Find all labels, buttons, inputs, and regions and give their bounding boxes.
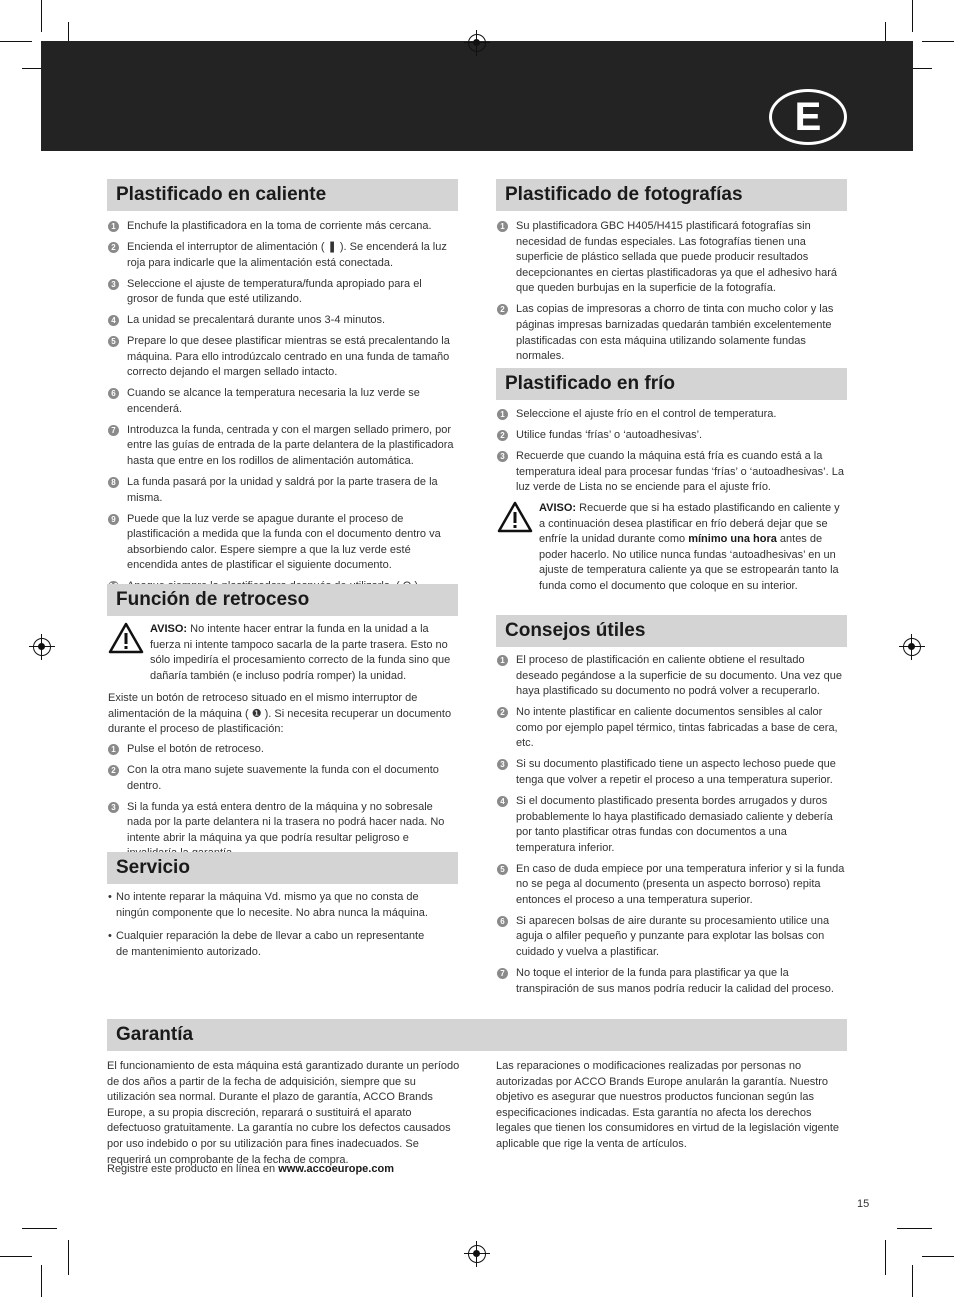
step-number-icon: 2 <box>108 765 119 776</box>
crop-mark <box>885 1240 886 1275</box>
step-number-icon: 1 <box>497 409 508 420</box>
step-number-icon: 4 <box>108 315 119 326</box>
step-number-icon: 5 <box>108 336 119 347</box>
reverse-intro: Existe un botón de retroceso situado en el mismo interruptor de alimentación de la máquina ( ❶ ). Si necesita recuperar un documento durante el proceso de plastificación: <box>108 692 452 736</box>
section-header-service <box>107 852 458 884</box>
list-item: 7 Introduzca la funda, centrada y con el margen sellado primero, por entre las guías de entrada de la parte delantera de la plastificadora hasta que entre en los rodillos de alimentación automática. <box>108 423 455 470</box>
section-header-photo <box>496 179 847 211</box>
crop-mark <box>0 41 32 42</box>
step-number-icon: 4 <box>497 796 508 807</box>
list-item: 5 Prepare lo que desee plastificar mientras se está precalentando la máquina. Para ello introdúzcalo centrado en una funda de tamaño correcto dejando el margen sellado intacto. <box>108 334 455 381</box>
step-number-icon: 5 <box>497 864 508 875</box>
warranty-left-paragraph: El funcionamiento de esta máquina está garantizado durante un período de dos años a partir de la fecha de adquisición, siempre que su utilización sea normal. Durante el plazo de garantía, ACCO Brands Europe, a su propia discreción, reparará o sustituirá el aparato defectuoso gratuitamente. La garantía no cubre los defectos causados por uso indebido o por su utilización para fines inadecuados. Se requerirá un comprobante de la fecha de compra. <box>107 1060 460 1166</box>
list-item: 4 Si el documento plastificado presenta bordes arrugados y duros probablemente lo haya plastificado demasiado caliente y debería por tanto plastificar otras fundas con documentos a una temperatura inferior. <box>497 794 849 856</box>
step-number-icon: 1 <box>108 744 119 755</box>
registration-mark-icon <box>903 638 921 656</box>
section-title: Plastificado de fotografías <box>505 184 743 205</box>
list-item: 1 El proceso de plastificación en caliente obtiene el resultado deseado pegándose a la superficie de su documento. Una vez que haya plastificado su documento no podrá volver a recuperarlo. <box>497 653 849 700</box>
register-link[interactable]: www.accoeurope.com <box>278 1163 394 1175</box>
list-item: 2 Encienda el interruptor de alimentación ( ❚ ). Se encenderá la luz roja para indicarle que la alimentación está conectada. <box>108 240 455 271</box>
list-item: 7 No toque el interior de la funda para plastificar ya que la transpiración de sus manos podría reducir la calidad del proceso. <box>497 966 849 997</box>
section-header-warranty <box>107 1019 847 1051</box>
step-number-icon: 6 <box>108 388 119 399</box>
warranty-right-paragraph: Las reparaciones o modificaciones realizadas por personas no autorizadas por ACCO Brands Europe anularán la garantía. Nuestro objetivo es asegurar que nuestros productos funcionan según las especificaciones indicadas. Esta garantía no afecta los derechos legales que tienen los consumidores en virtud de la legislación vigente aplicable que rige la venta de artículos. <box>496 1060 840 1150</box>
list-item: 3 Seleccione el ajuste de temperatura/funda apropiado para el grosor de funda que esté utilizando. <box>108 277 455 308</box>
warning-note: AVISO: No intente hacer entrar la funda en la unidad a la fuerza ni intente tampoco sacarla de la parte trasera. Esto no sólo impediría el procesamiento correcto de la funda sino que dañaría también (e incluso podría romper) la unidad. <box>108 622 454 684</box>
crop-mark <box>41 1265 42 1297</box>
registration-mark-icon <box>33 638 51 656</box>
step-number-icon: 2 <box>497 430 508 441</box>
section-header-hot <box>107 179 458 211</box>
hot-steps-list <box>108 219 455 600</box>
registration-mark-icon <box>468 1245 486 1263</box>
list-item: 5 En caso de duda empiece por una temperatura inferior y si la funda no se pega al documento (presenta un aspecto borroso) repita entonces el proceso a una temperatura superior. <box>497 862 849 909</box>
crop-mark <box>922 41 954 42</box>
warning-triangle-icon <box>497 501 533 533</box>
list-item: 3 Si la funda ya está entera dentro de la máquina y no sobresale nada por la parte delantera ni la trasera no podrá hacer nada. No intente abrir la máquina ya que podría resultar peligroso e <box>108 800 455 862</box>
list-item: 1 Su plastificadora GBC H405/H415 plastificará fotografías sin necesidad de fundas especiales. Las fotografías tienen una superficie de plástico sellada que puede producir resultados decepcionantes en ciertas plastificadoras ya que el adhesivo hará que queden burbujas en la superficie de la fotografía. <box>497 219 843 297</box>
crop-mark <box>41 0 42 32</box>
step-number-icon: 8 <box>108 477 119 488</box>
section-title: Plastificado en frío <box>505 373 675 394</box>
list-item: 6 Cuando se alcance la temperatura necesaria la luz verde se encenderá. <box>108 386 455 417</box>
list-item: 1 Seleccione el ajuste frío en el control de temperatura. <box>497 407 845 423</box>
tips-list <box>497 653 849 1003</box>
step-number-icon: 3 <box>108 279 119 290</box>
list-item: 1 Pulse el botón de retroceso. <box>108 742 455 758</box>
list-item: 9 Puede que la luz verde se apague durante el proceso de plastificación a medida que la funda con el documento dentro va absorbiendo calor. Espere siempre a que la luz verde esté encendida antes de plastificar el siguiente documento. <box>108 512 455 574</box>
section-header-reverse <box>107 584 458 616</box>
warning-triangle-icon <box>108 622 144 654</box>
registration-mark-icon <box>468 34 486 52</box>
list-item: 3 Si su documento plastificado tiene un aspecto lechoso puede que tenga que volver a repetir el proceso a una temperatura superior. <box>497 757 849 788</box>
crop-mark <box>897 1228 932 1229</box>
list-item: • No intente reparar la máquina Vd. mismo ya que no consta de ningún componente que lo necesite. No abra nunca la máquina. <box>108 891 428 919</box>
step-number-icon: 2 <box>497 707 508 718</box>
crop-mark <box>912 0 913 32</box>
step-number-icon: 1 <box>108 221 119 232</box>
list-item: 1 Enchufe la plastificadora en la toma de corriente más cercana. <box>108 219 455 235</box>
list-item: 2 Las copias de impresoras a chorro de tinta con mucho color y las páginas impresas barnizadas quedarán también excelentemente plastificadas con esta máquina utilizando solamente fundas normales. <box>497 302 843 364</box>
crop-mark <box>22 1228 57 1229</box>
warranty-register-line: Registre este producto en línea en www.accoeurope.com <box>107 1163 394 1175</box>
step-number-icon: 3 <box>497 759 508 770</box>
section-header-cold <box>496 368 847 400</box>
step-number-icon: 2 <box>108 242 119 253</box>
step-number-icon: 7 <box>497 968 508 979</box>
section-header-tips <box>496 615 847 647</box>
crop-mark <box>912 1265 913 1297</box>
list-item: 2 Utilice fundas ‘frías’ o ‘autoadhesivas’. <box>497 428 845 444</box>
section-title: Servicio <box>116 857 190 878</box>
list-item: 3 Recuerde que cuando la máquina está fría es cuando está a la temperatura ideal para procesar fundas ‘frías’ o ‘autoadhesivas’. La luz verde de Lista no se enciende para el ajuste frío. <box>497 449 845 496</box>
list-item: 8 La funda pasará por la unidad y saldrá por la parte trasera de la misma. <box>108 475 455 506</box>
list-item: 4 La unidad se precalentará durante unos 3-4 minutos. <box>108 313 455 329</box>
step-number-icon: 1 <box>497 655 508 666</box>
section-title: Función de retroceso <box>116 589 310 610</box>
step-number-icon: 3 <box>108 802 119 813</box>
section-title: Garantía <box>116 1024 194 1045</box>
language-badge: E <box>769 89 847 145</box>
photo-steps-list <box>497 219 843 370</box>
step-number-icon: 7 <box>108 425 119 436</box>
step-number-icon: 2 <box>497 304 508 315</box>
list-item: 2 Con la otra mano sujete suavemente la funda con el documento dentro. <box>108 763 455 794</box>
reverse-steps-list <box>108 742 455 867</box>
list-item: 6 Si aparecen bolsas de aire durante su procesamiento utilice una aguja o alfiler pequeño y punzante para explotar las bolsas con cuidado y vuelva a plastificar. <box>497 914 849 961</box>
list-item: • Cualquier reparación la debe de llevar a cabo un representante de mantenimiento autorizado. <box>108 930 425 958</box>
cold-steps-list <box>497 407 845 501</box>
section-title: Consejos útiles <box>505 620 646 641</box>
step-number-icon: 9 <box>108 514 119 525</box>
list-item: 2 No intente plastificar en caliente documentos sensibles al calor como por ejemplo papel térmico, tintas fabricadas a base de cera, etc. <box>497 705 849 752</box>
step-number-icon: 1 <box>497 221 508 232</box>
page-number: 15 <box>857 1198 870 1210</box>
crop-mark <box>0 1256 32 1257</box>
section-title: Plastificado en caliente <box>116 184 327 205</box>
step-number-icon: 6 <box>497 916 508 927</box>
warning-note: AVISO: Recuerde que si ha estado plastificando en caliente y a continuación desea plastificar en frío deberá dejar que se enfríe la unidad durante como mínimo una hora antes de poder hacerlo. No utilice nunca fundas ‘autoadhesivas’ en un ajuste de temperatura caliente ya que se estropearán tanto la funda como el documento que coloque en su interior. <box>497 501 843 595</box>
service-list <box>106 890 431 966</box>
crop-mark <box>922 1256 954 1257</box>
step-number-icon: 3 <box>497 451 508 462</box>
crop-mark <box>68 1240 69 1275</box>
